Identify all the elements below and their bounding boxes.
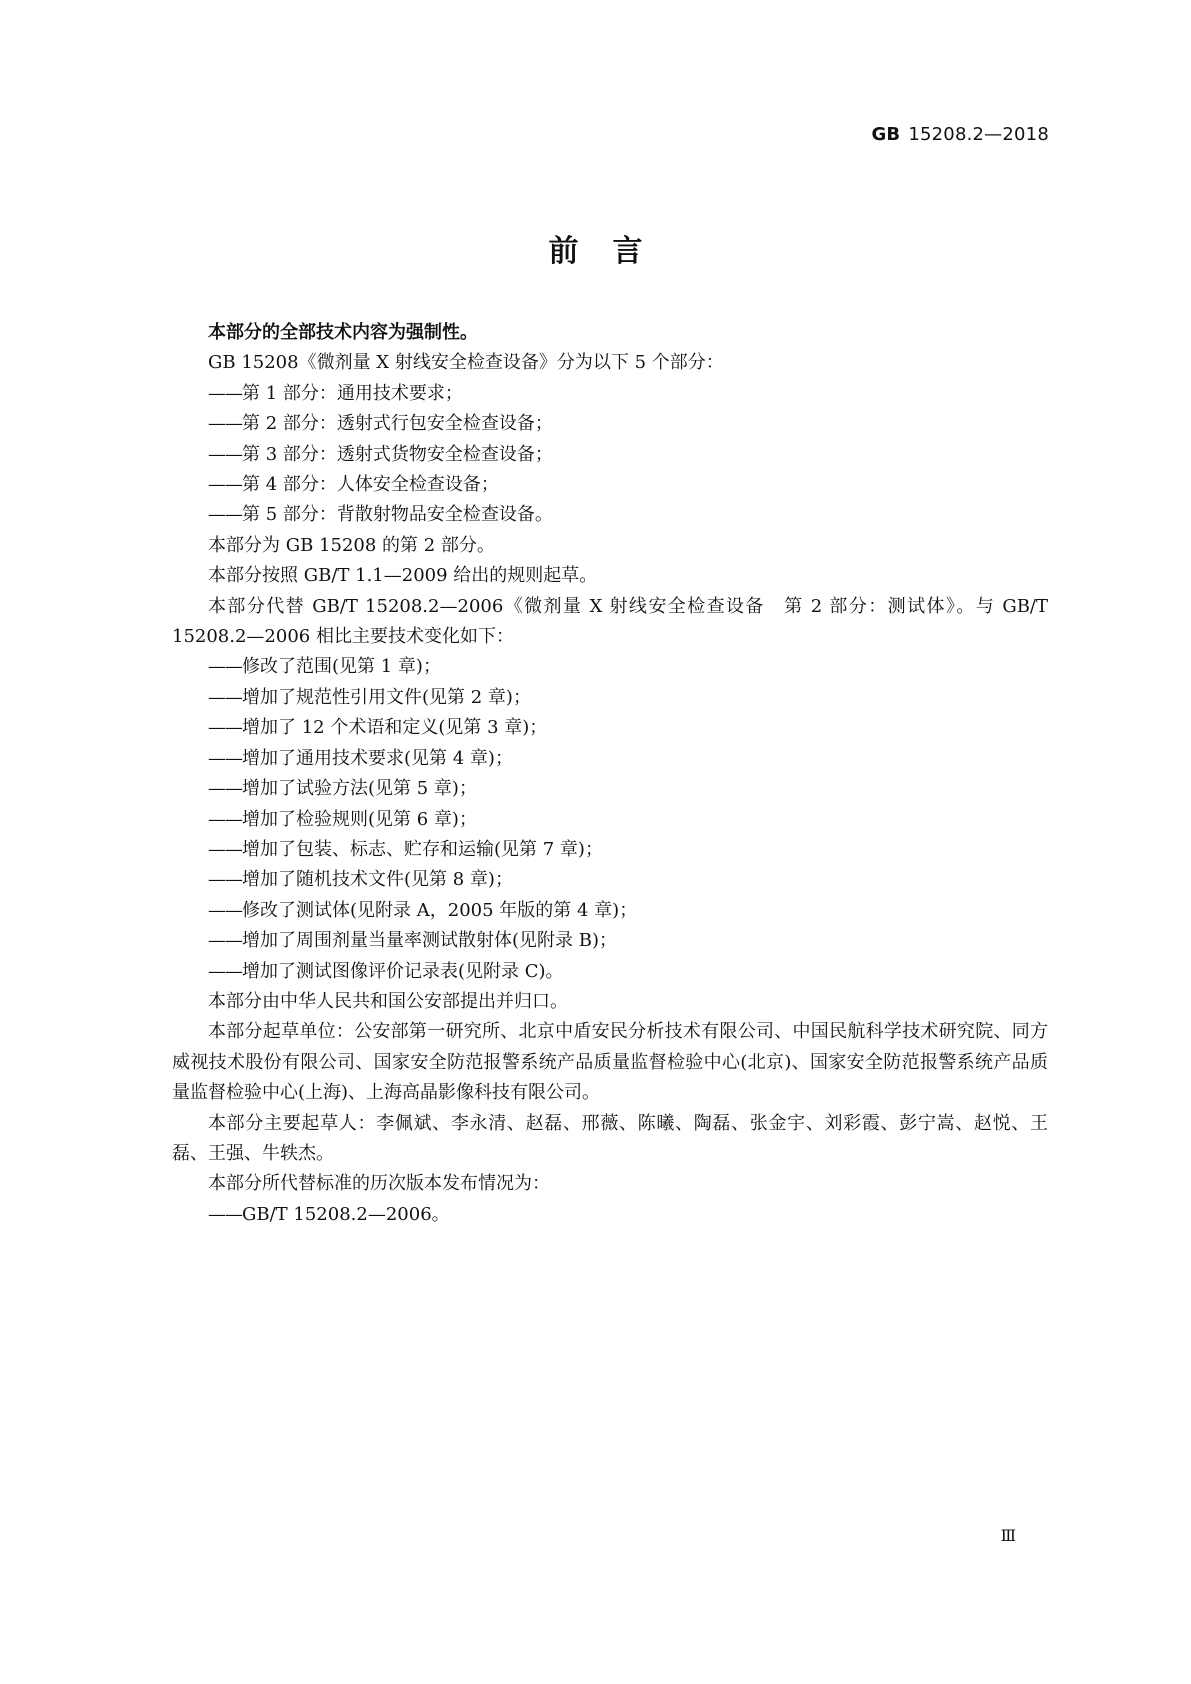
list-dash: —— (208, 686, 242, 708)
list-dash: —— (208, 443, 242, 465)
history-intro: 本部分所代替标准的历次版本发布情况为： (208, 1173, 550, 1195)
list-dash: —— (208, 778, 242, 800)
page-title: 前言 (548, 234, 677, 269)
list-item: ——增加了 12 个术语和定义(见第 3 章)； (208, 717, 548, 739)
list-item: ——修改了范围(见第 1 章)； (208, 656, 441, 678)
list-dash: —— (208, 930, 242, 952)
foreword-body (172, 318, 1048, 1230)
drafting-units: 本部分起草单位：公安部第一研究所、北京中盾安民分析技术有限公司、中国民航科学技术研究院、同方威视技术股份有限公司、国家安全防范报警系统产品质量监督检验中心(北京)、国家安全防范报警系统产品质量监督检验中心(上海)、上海高晶影像科技有限公司。 (172, 1021, 1048, 1104)
replacement-statement: 本部分代替 GB/T 15208.2—2006《微剂量 X 射线安全检查设备 第 2 部分：测试体》。与 GB/T 15208.2—2006 相比主要技术变化如下： (172, 595, 1048, 648)
list-dash: —— (208, 413, 242, 435)
part-statement: 本部分为 GB 15208 的第 2 部分。 (208, 534, 495, 556)
list-dash: —— (208, 656, 242, 678)
main-drafters: 本部分主要起草人：李佩斌、李永清、赵磊、邢薇、陈曦、陶磊、张金宇、刘彩霞、彭宁嵩、赵悦、王磊、王强、牛轶杰。 (172, 1112, 1048, 1164)
list-dash: —— (208, 899, 242, 921)
changes-list (172, 652, 1048, 986)
list-item: ——增加了周围剂量当量率测试散射体(见附录 B)； (208, 930, 617, 952)
list-item: ——增加了通用技术要求(见第 4 章)； (208, 747, 513, 769)
list-dash: —— (208, 808, 242, 830)
list-dash: —— (208, 747, 242, 769)
drafting-rules: 本部分按照 GB/T 1.1—2009 给出的规则起草。 (208, 565, 598, 587)
parts-list (172, 379, 1048, 531)
list-item: ——第 1 部分：通用技术要求； (208, 382, 463, 404)
page-number: Ⅲ (1000, 1526, 1016, 1545)
standard-prefix: GB (871, 124, 901, 145)
list-item: ——增加了规范性引用文件(见第 2 章)； (208, 686, 531, 708)
list-item: ——增加了随机技术文件(见第 8 章)； (208, 869, 513, 891)
list-item: ——增加了试验方法(见第 5 章)； (208, 778, 477, 800)
list-item: ——第 4 部分：人体安全检查设备； (208, 474, 499, 496)
list-item: ——第 3 部分：透射式货物安全检查设备； (208, 443, 553, 465)
list-dash: —— (208, 838, 242, 860)
list-dash: —— (208, 869, 242, 891)
standard-identifier (871, 124, 1049, 145)
list-dash: —— (208, 504, 242, 526)
list-dash: —— (208, 1203, 242, 1225)
proposer-statement: 本部分由中华人民共和国公安部提出并归口。 (208, 990, 568, 1012)
mandatory-statement: 本部分的全部技术内容为强制性。 (208, 322, 478, 343)
list-item: ——GB/T 15208.2—2006。 (208, 1203, 450, 1225)
list-item: ——第 2 部分：透射式行包安全检查设备； (208, 413, 553, 435)
list-item: ——第 5 部分：背散射物品安全检查设备。 (208, 504, 553, 526)
list-dash: —— (208, 474, 242, 496)
history-list (172, 1200, 1048, 1230)
list-item: ——增加了包装、标志、贮存和运输(见第 7 章)； (208, 838, 603, 860)
list-dash: —— (208, 960, 242, 982)
list-item: ——增加了检验规则(见第 6 章)； (208, 808, 477, 830)
list-item: ——修改了测试体(见附录 A，2005 年版的第 4 章)； (208, 899, 638, 921)
standard-number: 15208.2—2018 (908, 124, 1049, 145)
list-dash: —— (208, 382, 242, 404)
list-item: ——增加了测试图像评价记录表(见附录 C)。 (208, 960, 564, 982)
parts-intro: GB 15208《微剂量 X 射线安全检查设备》分为以下 5 个部分： (208, 352, 724, 374)
list-dash: —— (208, 717, 242, 739)
